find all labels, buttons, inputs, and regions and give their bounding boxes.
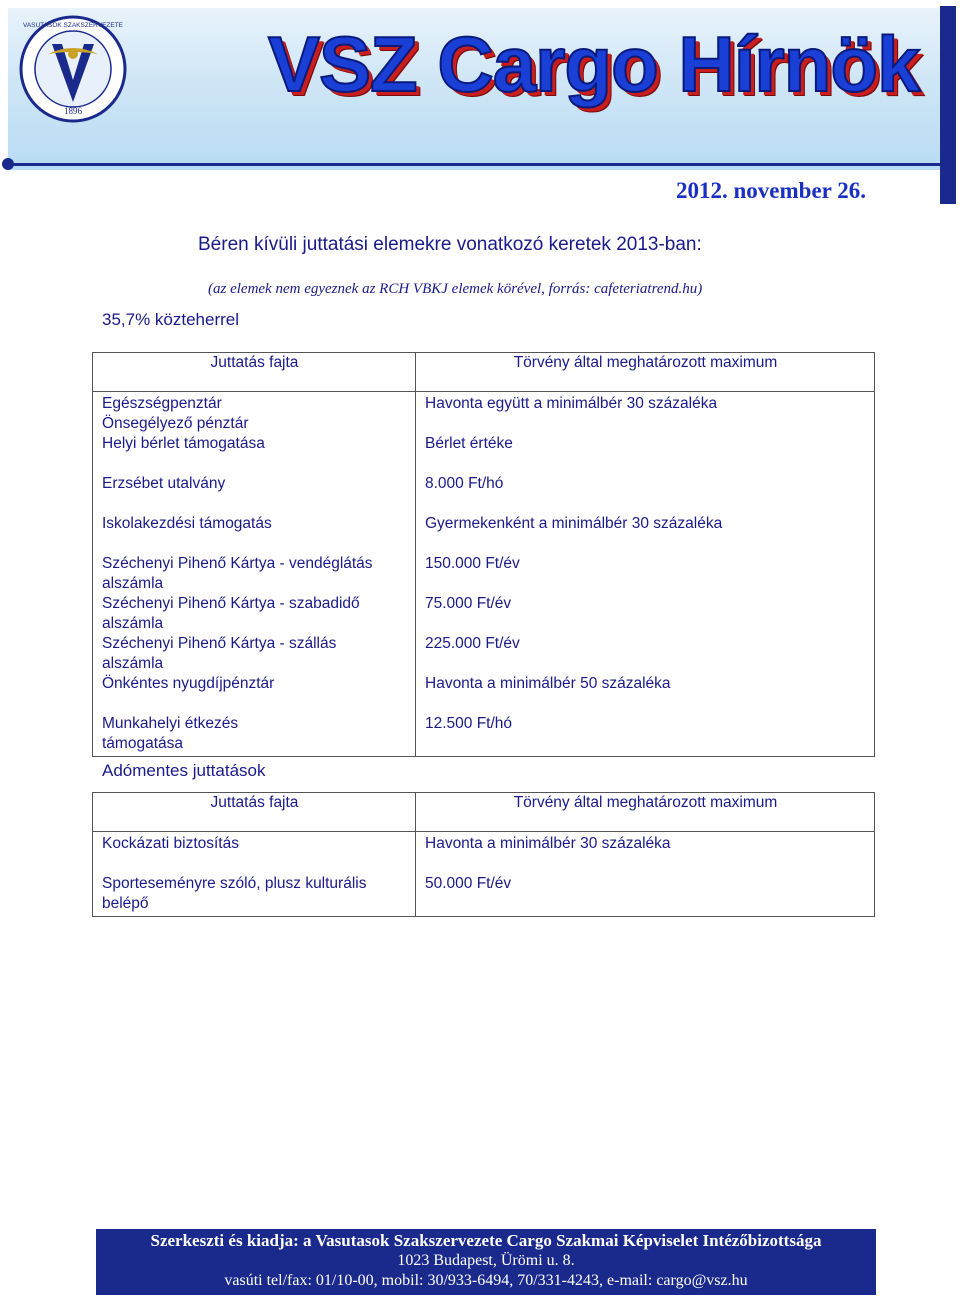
cell-text-line — [102, 534, 407, 554]
cell-text-line: Havonta a minimálbér 30 százaléka — [425, 835, 671, 852]
table-header-row — [93, 353, 875, 392]
cell-text-line — [425, 494, 866, 514]
cell-text-line: Önkéntes nyugdíjpénztár — [102, 675, 275, 692]
cell-text-line — [425, 854, 866, 874]
footer-address: 1023 Budapest, Ürömi u. 8. — [397, 1252, 575, 1269]
cell-text-line: Sporteseményre szóló, plusz kulturális — [102, 875, 367, 892]
cell-text-line: Széchenyi Pihenő Kártya - vendéglátás — [102, 555, 373, 572]
cell-text-line: belépő — [102, 895, 149, 912]
cell-text-line — [425, 414, 866, 434]
table-header-legal-maximum: Törvény által meghatározott maximum — [416, 353, 875, 392]
section-label-taxfree: Adómentes juttatások — [102, 761, 266, 780]
cell-text-line — [102, 454, 407, 474]
table-row — [93, 392, 875, 757]
cell-text-line — [425, 454, 866, 474]
legal-maximum-cell — [416, 832, 875, 917]
footer-contact: vasúti tel/fax: 01/10-00, mobil: 30/933-6494, 70/331-4243, e-mail: cargo@vsz.hu — [224, 1272, 748, 1289]
legal-maximum-cell — [416, 392, 875, 757]
page-heading: Béren kívüli juttatási elemekre vonatkozó keretek 2013-ban: — [198, 234, 702, 255]
cell-text-line — [425, 534, 866, 554]
cell-text-line: 150.000 Ft/év — [425, 555, 520, 572]
cell-text-line: Széchenyi Pihenő Kártya - szabadidő — [102, 595, 360, 612]
logo-text: VASUTASOK SZAKSZERVEZETE — [22, 22, 124, 29]
table-header-benefit-type: Juttatás fajta — [93, 353, 416, 392]
cell-text-line: Önsegélyező pénztár — [102, 415, 249, 432]
cell-text-line — [425, 894, 866, 914]
cell-text-line: Bérlet értéke — [425, 435, 513, 452]
footer-publisher: Szerkeszti és kiadja: a Vasutasok Szakszervezete Cargo Szakmai Képviselet Intézőbizottsága — [150, 1231, 822, 1250]
cell-text-line: 8.000 Ft/hó — [425, 475, 504, 492]
cell-text-line: alszámla — [102, 575, 164, 592]
logo-year: 1896 — [64, 106, 82, 116]
source-note: (az elemek nem egyeznek az RCH VBKJ elemek körével, forrás: cafeteriatrend.hu) — [208, 281, 703, 297]
benefits-table-taxfree — [92, 792, 875, 917]
cell-text-line: 75.000 Ft/év — [425, 595, 512, 612]
cell-text-line: 12.500 Ft/hó — [425, 715, 513, 732]
cell-text-line: Széchenyi Pihenő Kártya - szállás — [102, 635, 337, 652]
cell-text-line — [425, 694, 866, 714]
cell-text-line: Iskolakezdési támogatás — [102, 515, 272, 532]
cell-text-line: 225.000 Ft/év — [425, 635, 520, 652]
table-header-benefit-type: Juttatás fajta — [93, 793, 416, 832]
cell-text-line: Havonta a minimálbér 50 százaléka — [425, 675, 671, 692]
benefits-table-taxed — [92, 352, 875, 757]
cell-text-line: Helyi bérlet támogatása — [102, 435, 265, 452]
cell-text-line — [102, 854, 407, 874]
masthead-title: VSZ Cargo Hírnök — [268, 20, 920, 108]
table-header-row — [93, 793, 875, 832]
issue-date: 2012. november 26. — [676, 178, 866, 203]
cell-text-line: Gyermekenként a minimálbér 30 százaléka — [425, 515, 723, 532]
header-divider-dot — [2, 158, 14, 170]
cell-text-line — [102, 494, 407, 514]
benefit-type-cell — [93, 392, 416, 757]
header-divider — [8, 163, 940, 166]
cell-text-line: Havonta együtt a minimálbér 30 százaléka — [425, 395, 718, 412]
cell-text-line — [425, 734, 866, 754]
cell-text-line — [102, 694, 407, 714]
cell-text-line: Kockázati biztosítás — [102, 835, 239, 852]
table-header-legal-maximum: Törvény által meghatározott maximum — [416, 793, 875, 832]
footer-imprint — [96, 1229, 876, 1295]
cell-text-line: Egészségpenztár — [102, 395, 222, 412]
cell-text-line: Munkahelyi étkezés — [102, 715, 239, 732]
table-row — [93, 832, 875, 917]
page-number: 5 — [858, 1229, 868, 1250]
header-right-bar — [940, 6, 956, 204]
cell-text-line — [425, 574, 866, 594]
cell-text-line — [425, 614, 866, 634]
benefit-type-cell — [93, 832, 416, 917]
cell-text-line — [425, 654, 866, 674]
cell-text-line: 50.000 Ft/év — [425, 875, 512, 892]
cell-text-line: Erzsébet utalvány — [102, 475, 226, 492]
section-label-taxed: 35,7% közteherrel — [102, 310, 240, 329]
cell-text-line: alszámla — [102, 615, 164, 632]
union-logo — [18, 14, 128, 124]
cell-text-line: támogatása — [102, 735, 183, 752]
cell-text-line: alszámla — [102, 655, 164, 672]
